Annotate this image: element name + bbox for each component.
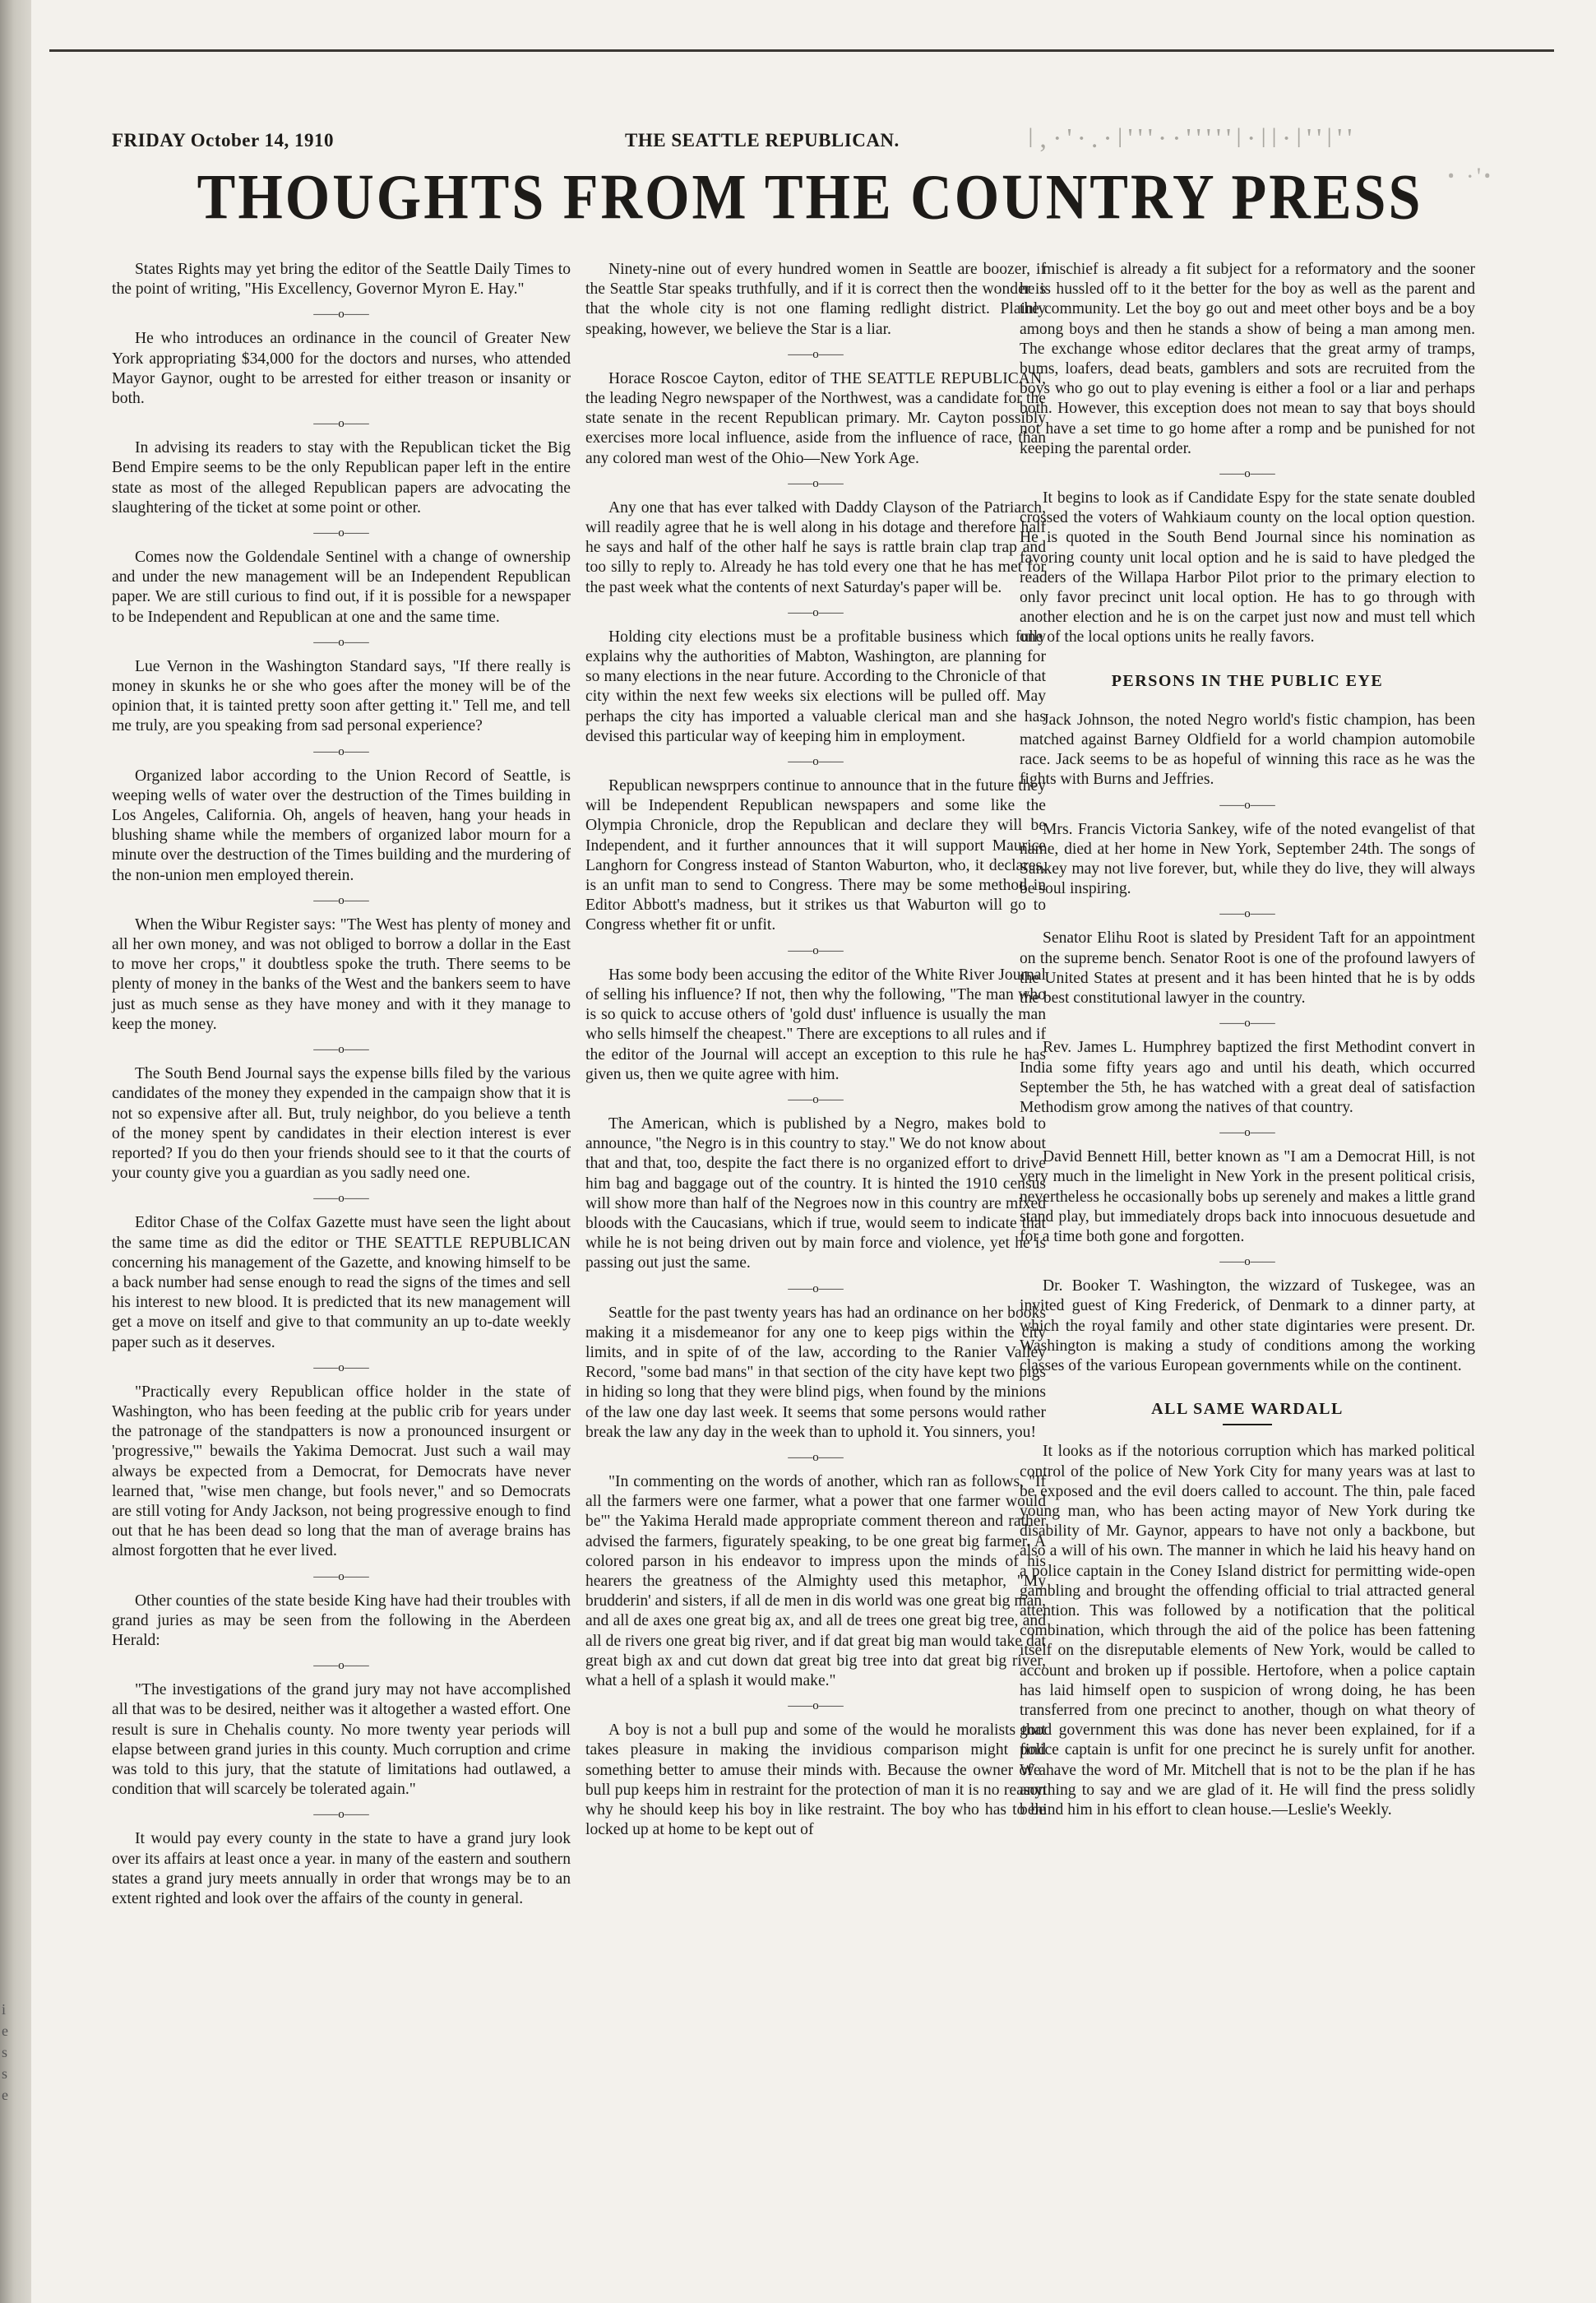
article-paragraph: Mrs. Francis Victoria Sankey, wife of the noted evangelist of that name, died at her home in New York, September 24th. The songs of Sankey may not live forever, but, while they do live, they will always be soul inspiring.	[1020, 820, 1475, 898]
article-paragraph: Other counties of the state beside King have had their troubles with grand juries as may be seen from the following in the Aberdeen Herald:	[112, 1592, 571, 1649]
paragraph-separator: ——o——	[788, 605, 844, 619]
article-paragraph: Organized labor according to the Union Record of Seattle, is weeping wells of water over the destruction of the Times building in Los Angeles, California. Oh, angels of heaven, hang your heads in blushing shame while the members of organized labor mourn for a minute over the destruction of the Times building and the murdering of the non-union men employed therein.	[112, 767, 571, 884]
section-heading-wardall: ALL SAME WARDALL	[1151, 1400, 1344, 1419]
article-paragraph: States Rights may yet bring the editor of the Seattle Daily Times to the point of writing, "His Excellency, Governor Myron E. Hay."	[112, 261, 571, 299]
paragraph-separator: ——o——	[788, 1281, 844, 1295]
paragraph-separator: ——o——	[313, 893, 369, 907]
column-2	[585, 260, 1046, 1856]
article-paragraph: A boy is not a bull pup and some of the would he moralists that takes pleasure in making the invidious comparison might find something better to amuse their minds with. Because the owner of a bull pup keeps him in restraint for the protection of man it is no reason why he should keep his boy in like restraint. The boy who has to be locked up at home to be kept out of	[585, 1721, 1046, 1839]
paragraph-separator: ——o——	[313, 744, 369, 758]
book-binding	[0, 0, 31, 2303]
article-paragraph: "Practically every Republican office holder in the state of Washington, who has been feeding at the public crib for years under the patronage of the standpatters is now a pronounced insurgent or 'progressive,'" bewails the Yakima Democrat. Just such a wail may always be expected from a Democrat, for Democrats have never learned that, "wise men change, but fools never," and so Democrats are still voting for Andy Jackson, not being progressive enough to find out that he has been dead so long that the man of average brains has almost forgotten that he ever lived.	[112, 1383, 571, 1560]
paragraph-separator: ——o——	[1219, 467, 1275, 481]
article-paragraph: Lue Vernon in the Washington Standard says, "If there really is money in skunks he or she who goes after the money will be of the opinion that, it is tainted pretty soon after getting it." Tell me, and tell me truly, are you speaking from sad personal experience?	[112, 657, 571, 735]
paragraph-separator: ——o——	[788, 347, 844, 361]
page-title: THOUGHTS FROM THE COUNTRY PRESS	[197, 162, 1423, 234]
heading-underline	[1223, 1424, 1272, 1425]
paragraph-separator: ——o——	[313, 635, 369, 649]
article-paragraph: The American, which is published by a Negro, makes bold to announce, "the Negro is in this country to stay." We do not know about that and that, too, despite the fact there is no organized effort to drive him bag and baggage out of the country. It is hinted the 1910 census will show more than half of the Negroes now in this country are mixed bloods with the Caucasians, which if true, would seem to indicate that while he is not being driven out by main force and violence, yet he is passing out just the same.	[585, 1114, 1046, 1272]
article-paragraph: Editor Chase of the Colfax Gazette must have seen the light about the same time as did the editor or THE SEATTLE REPUBLICAN concerning his management of the Gazette, and knowing himself to be a back number had sense enough to read the signs of the times and sell his interest to new blood. It is predicted that its new management will get a move on itself and give to that community an up to-date weekly paper such as it deserves.	[112, 1214, 571, 1351]
article-paragraph: Republican newsprpers continue to announce that in the future they will be Independent Republican newspapers and some like the Olympia Chronicle, drop the Republican and declare they will be Independent, and it further announces that it will support Maurice Langhorn for Congress instead of Stanton Waburton, who, it declares, is an unfit man to send to Congress. There may be some method in Editor Abbott's madness, but it strikes us that Waburton will go to Congress whether fit or unfit.	[585, 777, 1046, 934]
issue-date: FRIDAY October 14, 1910	[112, 130, 335, 151]
article-paragraph: Any one that has ever talked with Daddy Clayson of the Patriarch, will readily agree that he is well along in his dotage and therefore half he says and half of the other half he says is rattle brain clap trap and too silly to reply to. Already he has told every one that he has met for the past week what the contents of next Saturday's paper will be.	[585, 498, 1046, 596]
top-rule	[49, 49, 1554, 52]
paragraph-separator: ——o——	[788, 1092, 844, 1106]
bleed-through-smudge-2: ꞏ ·'ꞏ	[1447, 163, 1494, 190]
paragraph-separator: ——o——	[313, 417, 369, 431]
article-paragraph: When the Wibur Register says: "The West has plenty of money and all her own money, and was not obliged to borrow a dollar in the East to move her crops," it doubtless spoke the truth. There seems to be plenty of money in the banks of the West and the bankers seem to have just as much sense as they have money and with it they manage to keep the money.	[112, 915, 571, 1033]
paragraph-separator: ——o——	[1219, 1017, 1275, 1031]
paragraph-separator: ——o——	[1219, 1126, 1275, 1140]
paragraph-separator: ——o——	[313, 526, 369, 540]
facing-page-marks: i e s s e	[2, 2001, 8, 2103]
article-paragraph: "In commenting on the words of another, which ran as follows, "If all the farmers were one farmer, what a power that one farmer would be"' the Yakima Herald made appropriate comment thereon and rather advised the farmers, figurately speaking, to be one great big farmer. A colored parson in his endeavor to impress upon the minds of his hearers the greatness of the Almighty used this metaphor, "My brudderin' and sisters, if all de men in dis world was one great big man, and all de axes one great big ax, and all de trees one great big tree, and all de rivers one great big river, and if dat great big man would take dat great bigh ax and cut down dat great big tree into dat great big river, what a hell of a splash it would make."	[585, 1472, 1046, 1689]
paper-name: THE SEATTLE REPUBLICAN.	[625, 130, 900, 151]
article-paragraph: Horace Roscoe Cayton, editor of THE SEATTLE REPUBLICAN, the leading Negro newspaper of the Northwest, was a candidate for the state senate in the recent Republican primary. Mr. Cayton possibly exercises more local influence, aside from the influence of race, than any colored man west of the Ohio—New York Age.	[585, 369, 1046, 467]
paragraph-separator: ——o——	[788, 1699, 844, 1713]
paragraph-separator: ——o——	[313, 1043, 369, 1057]
article-paragraph: Seattle for the past twenty years has had an ordinance on her books making it a misdemeanor for any one to keep pigs within the city limits, and in spite of of the law, according to the Ranier Valley Record, "some bad mans" in that section of the city have kept two pigs in hiding so long that they were blind pigs, when found by the minions of the law one day last week. It seems that some persons would rather break the law any day in the week than to uphold it. You sinners, you!	[585, 1304, 1046, 1441]
article-paragraph: Has some body been accusing the editor of the White River Journal of selling his influence? If not, then why the following, "The man who is so quick to accuse others of 'gold dust' influence is usually the man who sells himself the cheapest." There are exceptions to all rules and if the editor of the Journal will accept an exception to this rule he has given us, then we quite agree with him.	[585, 966, 1046, 1083]
paragraph-separator: ——o——	[1219, 1255, 1275, 1269]
paragraph-separator: ——o——	[313, 1360, 369, 1374]
article-paragraph: Comes now the Goldendale Sentinel with a change of ownership and under the new management will be an Independent Republican paper. We are still curious to find out, if it is possible for a newspaper to be Independent and Republican at one and the same time.	[112, 549, 571, 626]
paragraph-separator: ——o——	[313, 1808, 369, 1822]
section-heading-persons: PERSONS IN THE PUBLIC EYE	[1111, 671, 1384, 690]
article-paragraph: It begins to look as if Candidate Espy for the state senate doubled crossed the voters of Wahkiaum county on the local option question. He is quoted in the South Bend Journal since his nomination as favoring county unit local option and he is said to have pledged the readers of the Willapa Harbor Pilot prior to the primary election to only favor precinct unit local option. He has to go through with another election and he is on the carpet just now and must tell which one of the local options units he really favors.	[1020, 489, 1475, 646]
article-paragraph: David Bennett Hill, better known as "I am a Democrat Hill, is not very much in the limelight in New York in the present political crisis, nevertheless he occasionally bobs up serenely and makes a little grand stand play, but immediately drops back into innocuous desuetude and for a time both gone and forgotten.	[1020, 1148, 1475, 1245]
article-paragraph: Rev. James L. Humphrey baptized the first Methodint convert in India some fifty years ago and until his death, which occurred September the 5th, he has watched with a great deal of satisfaction Methodism grow among the natives of that country.	[1020, 1039, 1475, 1116]
paragraph-separator: ——o——	[788, 943, 844, 957]
article-paragraph: "The investigations of the grand jury may not have accomplished all that was to be desired, neither was it altogether a wasted effort. One result is sure in Chehalis county. No more twenty year periods will elapse between grand juries in this county. Much corruption and crime was told to this jury, that the statute of limitations had outlawed, a condition that will scarcely be tolerated again."	[112, 1681, 571, 1799]
paragraph-separator: ——o——	[1219, 798, 1275, 812]
paragraph-separator: ——o——	[788, 755, 844, 769]
article-paragraph: Senator Elihu Root is slated by President Taft for an appointment on the supreme bench. Senator Root is one of the profound lawyers of the United States at present and it has been hinted that he is by odds the best constitutional lawyer in the country.	[1020, 929, 1475, 1008]
paragraph-separator: ——o——	[788, 1450, 844, 1464]
persons-in-public-eye	[1020, 711, 1475, 1376]
column-3-intro	[1020, 260, 1475, 648]
column-3	[1020, 260, 1475, 1837]
article-paragraph: Holding city elections must be a profitable business which fully explains why the authorities of Mabton, Washington, are planning for so many elections in the near future. According to the Chronicle of that city within the next few weeks six elections will be pulled off. May perhaps the city has imported a valuable clerical man and she has devised this particular way of keeping him in employment.	[585, 628, 1046, 745]
article-paragraph: It looks as if the notorious corruption which has marked political control of the police of New York City for many years was at last to be exposed and the evil doers called to account. The thin, pale faced young man, who has been acting mayor of New York during tke disability of Mr. Gaynor, appears to have not only a backbone, but also a will of his own. The manner in which he laid his heavy hand on a police captain in the Coney Island district for permitting wide-open gambling and brought the offending official to trial attracted general attention. This was followed by a notification that the political combination, which through the aid of the police has been fattening itself on the disreputable elements of New York, would be called to account and broken up if possible. Hertofore, when a police captain has laid himself open to suspicion of wrong doing, he has been transferred from one precinct to another, though on what theory of good government this was done has never been explained, for if a police captain is unfit for one precinct he is surely unfit for another. We have the word of Mr. Mitchell that is not to be the plan if he has anything to say and we are glad of it. He will find the press solidly behind him in his effort to clean house.—Leslie's Weekly.	[1020, 1443, 1475, 1819]
paragraph-separator: ——o——	[1219, 907, 1275, 921]
bleed-through-smudge: ǀ‚·'·.·ǀ'''··'''''ǀ·ǀǀ·ǀ''ǀ''	[1028, 123, 1358, 154]
paragraph-separator: ——o——	[788, 476, 844, 490]
article-paragraph: mischief is already a fit subject for a reformatory and the sooner he is hussled off to it the better for the boy as well as the parent and the community. Let the boy go out and meet other boys and be a boy among boys and then he stands a show of being a man among men. The exchange whose editor declares that the great army of tramps, bums, loafers, dead beats, gamblers and sots are recruited from the boys who go out to play evening is either a fool or a liar and perhaps both. However, this exception does not mean to say that boys should not have a set time to go home after a romp and be punished for not keeping the parental order.	[1020, 261, 1475, 457]
article-paragraph: In advising its readers to stay with the Republican ticket the Big Bend Empire seems to be the only Republican paper left in the entire state as most of the alleged Republican papers are advocating the slaughtering of the ticket at some point or other.	[112, 439, 571, 517]
article-paragraph: He who introduces an ordinance in the council of Greater New York appropriating $34,000 for the doctors and nurses, who attended Mayor Gaynor, ought to be arrested for either treason or insanity or both.	[112, 330, 571, 408]
paragraph-separator: ——o——	[313, 308, 369, 322]
paragraph-separator: ——o——	[313, 1192, 369, 1206]
article-paragraph: Dr. Booker T. Washington, the wizzard of Tuskegee, was an invited guest of King Frederick, of Denmark to a dinner party, at which the royal family and other state digintaries were present. Dr. Washington is making a study of conditions among the working classes of the various European governments while on the continent.	[1020, 1277, 1475, 1374]
article-paragraph: Jack Johnson, the noted Negro world's fistic champion, has been matched against Barney Oldfield for a world champion automobile race. Jack seems to be as hopeful of winning this race as he was the fights with Burns and Jeffries.	[1020, 711, 1475, 789]
article-paragraph: Ninety-nine out of every hundred women in Seattle are boozer, if the Seattle Star speaks truthfully, and if it is correct then the wonder is that the whole city is not one flaming redlight district. Plainly speaking, however, we believe the Star is a liar.	[585, 261, 1046, 338]
paragraph-separator: ——o——	[313, 1659, 369, 1673]
column-1	[112, 260, 571, 1925]
article-paragraph: The South Bend Journal says the expense bills filed by the various candidates of the money they expended in the campaign show that it is not so expensive after all. But, truly neighbor, do you believe a tenth of the money spent by candidates in their election interest is ever reported? If you do then your friends should see to it that the courts of your county give you a guardian as you sadly need one.	[112, 1065, 571, 1183]
article-paragraph: It would pay every county in the state to have a grand jury look over its affairs at least once a year. in many of the eastern and southern states a grand jury meets annually in order that wrongs may be to an extent righted and look over the affairs of the county in general.	[112, 1830, 571, 1907]
paragraph-separator: ——o——	[313, 1569, 369, 1583]
